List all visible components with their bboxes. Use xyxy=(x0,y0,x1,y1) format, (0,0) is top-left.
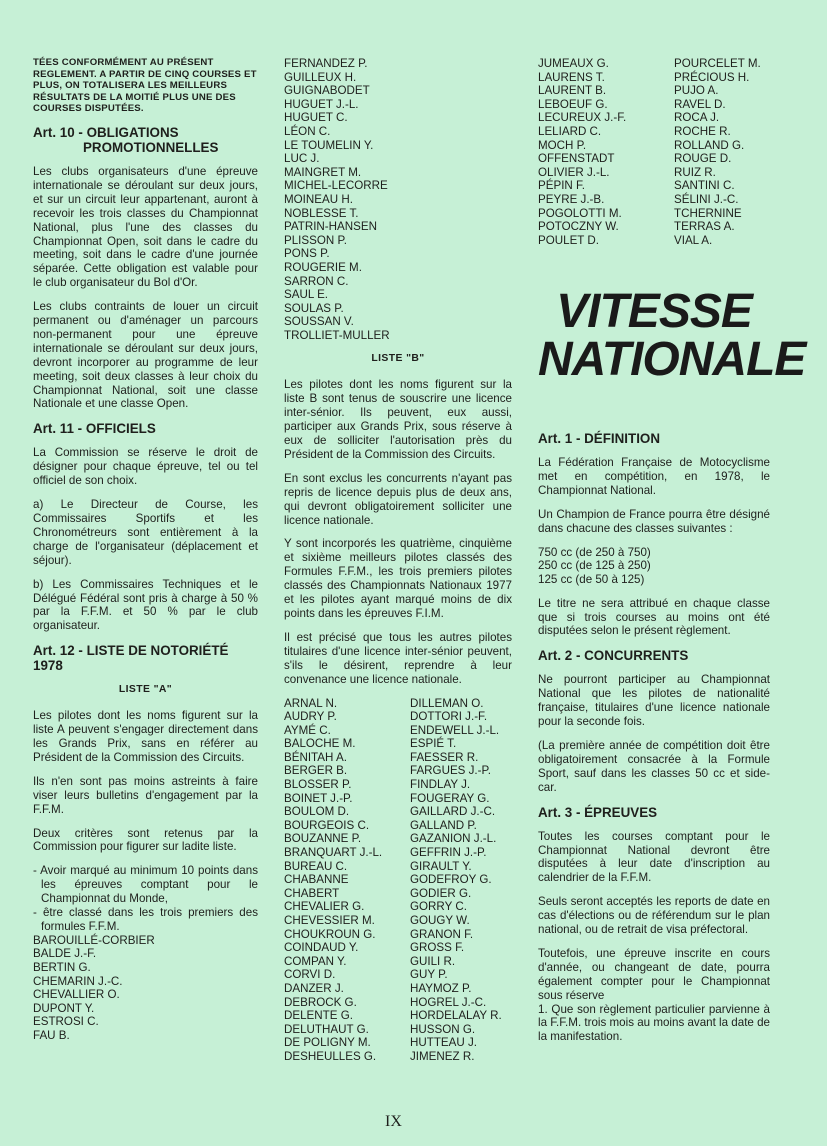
pilot-name: DEBROCK G. xyxy=(284,995,357,1009)
liste-b-paragraph-2: En sont exclus les concurrents n'ayant pas repris de licence depuis plus de deux ans, qui devront obligatoirement solliciter une licence nationale. xyxy=(284,471,512,527)
pilot-name: LÉON C. xyxy=(284,124,331,138)
pilot-name: DELENTE G. xyxy=(284,1009,353,1023)
vn-art2-paragraph-2: (La première année de compétition doit être obligatoirement consacrée à la Formule Sport, sauf dans les classes 50 cc et side-car. xyxy=(538,738,770,794)
column-right xyxy=(538,57,806,1054)
pilot-name: ROCHE R. xyxy=(674,124,731,138)
intro-caps-text: TÉES CONFORMÉMENT AU PRÉSENT REGLEMENT. A PARTIR DE CINQ COURSES ET PLUS, ON TOTALISERA LES MEILLEURS RÉSULTATS DE LA MOITIÉ PLUS UNE DES COURSES DISPUTÉES. xyxy=(33,57,257,115)
pilot-name: POGOLOTTI M. xyxy=(538,206,622,220)
pilot-name: NOBLESSE T. xyxy=(284,206,359,220)
art10-title-line2: PROMOTIONNELLES xyxy=(83,139,219,155)
pilot-name: FARGUES J.-P. xyxy=(410,764,491,778)
pilot-name: GODIER G. xyxy=(410,886,472,900)
pilot-name: CHABANNE xyxy=(284,873,349,887)
pilot-name: OLIVIER J.-L. xyxy=(538,165,610,179)
pilot-name: BAROUILLÉ-CORBIER xyxy=(33,933,155,947)
pilot-name: PÉPIN F. xyxy=(538,179,586,193)
pilot-name: BOURGEOIS C. xyxy=(284,818,370,832)
pilot-name: BALOCHE M. xyxy=(284,737,356,751)
pilot-name: BÉNITAH A. xyxy=(284,750,347,764)
art12-paragraph-2: Ils n'en sont pas moins astreints à faire viser leurs bulletins d'engagement par la F.F.M. xyxy=(33,774,258,816)
pilot-name: MAINGRET M. xyxy=(284,165,362,179)
pilot-name: MOINEAU H. xyxy=(284,192,353,206)
art12-paragraph-1: Les pilotes dont les noms figurent sur la liste A peuvent s'engager directement dans les Grands Prix, sans en référer au Président de la Commission des Circuits. xyxy=(33,709,258,764)
pilot-name: GUIGNABODET xyxy=(284,84,370,98)
liste-b-paragraph-1: Les pilotes dont les noms figurent sur la liste B sont tenus de souscrire une licence inter-sénior. Ils peuvent, eux aussi, participer aux Grands Prix, sous réserve à eux de solliciter l'autorisation près du Président de la Commission des Circuits. xyxy=(284,378,512,461)
pilot-name: ROLLAND G. xyxy=(674,138,745,152)
page-number: IX xyxy=(385,1113,402,1130)
pilot-name: LELIARD C. xyxy=(538,124,602,138)
vn-art1-paragraph-1: La Fédération Française de Motocyclisme met en compétition, en 1978, le Championnat National. xyxy=(538,456,770,498)
pilot-name: GUILI R. xyxy=(410,954,456,968)
pilot-name: LAURENS T. xyxy=(538,70,605,84)
liste-a-names-continued xyxy=(284,57,512,342)
pilot-name: FERNANDEZ P. xyxy=(284,57,368,70)
column-middle xyxy=(284,57,512,1064)
pilot-name: POULET D. xyxy=(538,233,599,247)
liste-b-names-left xyxy=(284,697,410,1064)
pilot-name: JIMENEZ R. xyxy=(410,1049,475,1063)
vn-art3-paragraph-3: Toutefois, une épreuve inscrite en cours d'année, ou changeant de date, pourra également compter pour le Championnat sous réserve xyxy=(538,946,770,1002)
liste-b-names-continued-right xyxy=(674,57,770,247)
class-item: 250 cc (de 125 à 250) xyxy=(538,559,651,573)
vn-art1-paragraph-3: Le titre ne sera attribué en chaque classe que si trois courses au moins ont été disputées selon le présent règlement. xyxy=(538,596,770,638)
pilot-name: AUDRY P. xyxy=(284,710,337,724)
headline-line-1: VITESSE xyxy=(556,285,752,338)
art10-title: Art. 10 - OBLIGATIONS xyxy=(33,124,179,140)
vn-art1-paragraph-2: Un Champion de France pourra être désigné dans chacune des classes suivantes : xyxy=(538,508,770,535)
pilot-name: GIRAULT Y. xyxy=(410,859,472,873)
liste-b-paragraph-3: Y sont incorporés les quatrième, cinquième et sixième meilleurs pilotes classés des Formules F.F.M., les trois premiers pilotes classés des Championnats Nationaux 1977 et les pilotes ayant marqué moins de dix points dans les épreuves F.I.M. xyxy=(284,537,512,620)
pilot-name: CHOUKROUN G. xyxy=(284,927,376,941)
pilot-name: RAVEL D. xyxy=(674,97,726,111)
vn-art1-heading: Art. 1 - DÉFINITION xyxy=(538,431,661,447)
vn-art3-paragraph-4: 1. Que son règlement particulier parvienne à la F.F.M. trois mois au moins avant la date de la manifestation. xyxy=(538,1002,770,1044)
pilot-name: GEFFRIN J.-P. xyxy=(410,846,487,860)
pilot-name: DUPONT Y. xyxy=(33,1001,95,1015)
pilot-name: CORVI D. xyxy=(284,968,336,982)
pilot-name: BRANQUART J.-L. xyxy=(284,846,383,860)
art12-heading: Art. 12 - LISTE DE NOTORIÉTÉ 1978 xyxy=(33,643,229,674)
pilot-name: ESTROSI C. xyxy=(33,1015,99,1029)
pilot-name: BOINET J.-P. xyxy=(284,791,353,805)
pilot-name: PATRIN-HANSEN xyxy=(284,220,377,234)
pilot-name: PONS P. xyxy=(284,247,330,261)
pilot-name: BLOSSER P. xyxy=(284,778,352,792)
pilot-name: RUIZ R. xyxy=(674,165,716,179)
pilot-name: DESHEULLES G. xyxy=(284,1049,377,1063)
pilot-name: BOULOM D. xyxy=(284,805,350,819)
pilot-name: FOUGERAY G. xyxy=(410,791,490,805)
pilot-name: FINDLAY J. xyxy=(410,778,471,792)
pilot-name: OFFENSTADT xyxy=(538,152,615,166)
liste-b-names-right xyxy=(410,697,512,1064)
class-item: 125 cc (de 50 à 125) xyxy=(538,573,645,587)
pilot-name: SARRON C. xyxy=(284,274,349,288)
pilot-name: GAILLARD J.-C. xyxy=(410,805,496,819)
class-list xyxy=(538,546,770,587)
pilot-name: CHABERT xyxy=(284,886,340,900)
pilot-name: GORRY C. xyxy=(410,900,467,914)
pilot-name: GAZANION J.-L. xyxy=(410,832,497,846)
pilot-name: SOULAS P. xyxy=(284,301,344,315)
pilot-name: LE TOUMELIN Y. xyxy=(284,138,374,152)
pilot-name: CHEVALIER G. xyxy=(284,900,365,914)
pilot-name: POTOCZNY W. xyxy=(538,220,619,234)
vn-art2-heading: Art. 2 - CONCURRENTS xyxy=(538,648,689,664)
art11-paragraph-3: b) Les Commissaires Techniques et le Délégué Fédéral sont pris à charge à 50 % par la F.F.M. et 50 % par le club organisateur. xyxy=(33,577,258,633)
pilot-name: FAESSER R. xyxy=(410,750,479,764)
pilot-name: PUJO A. xyxy=(674,84,719,98)
vn-art2-paragraph-1: Ne pourront participer au Championnat National que les pilotes de nationalité française, titulaires d'une licence nationale pour la seconde fois. xyxy=(538,673,770,729)
art11-paragraph-2: a) Le Directeur de Course, les Commissaires Sportifs et les Chronométreurs sont entièrement à la charge de l'organisateur (déplacement et séjour). xyxy=(33,498,258,567)
criteria-bullet-2: - être classé dans les trois premiers des formules F.F.M. xyxy=(33,906,258,933)
art11-heading: Art. 11 - OFFICIELS xyxy=(33,421,156,437)
liste-a-names xyxy=(33,934,258,1043)
pilot-name: VIAL A. xyxy=(674,233,713,247)
pilot-name: DELUTHAUT G. xyxy=(284,1022,369,1036)
pilot-name: SANTINI C. xyxy=(674,179,735,193)
pilot-name: GODEFROY G. xyxy=(410,873,492,887)
pilot-name: COINDAUD Y. xyxy=(284,941,359,955)
headline-line-2: NATIONALE xyxy=(538,333,806,386)
pilot-name: LUC J. xyxy=(284,152,320,166)
pilot-name: GROSS F. xyxy=(410,941,465,955)
pilot-name: HUGUET J.-L. xyxy=(284,97,359,111)
pilot-name: PRÉCIOUS H. xyxy=(674,70,750,84)
pilot-name: ENDEWELL J.-L. xyxy=(410,723,500,737)
section-headline xyxy=(538,285,806,386)
pilot-name: BERTIN G. xyxy=(33,961,91,975)
pilot-name: ESPIÉ T. xyxy=(410,737,457,751)
pilot-name: GUILLEUX H. xyxy=(284,70,357,84)
pilot-name: BALDE J.-F. xyxy=(33,947,97,961)
pilot-name: PLISSON P. xyxy=(284,233,347,247)
pilot-name: ROUGERIE M. xyxy=(284,260,362,274)
art10-heading xyxy=(33,125,258,155)
class-item: 750 cc (de 250 à 750) xyxy=(538,545,651,559)
pilot-name: TCHERNINE xyxy=(674,206,742,220)
art10-paragraph-2: Les clubs contraints de louer un circuit permanent ou d'aménager un parcours non-permanent pour une épreuve internationale se déroulant sur deux jours, devront incorporer au programme de leur meeting, soit deux classes à leur choix du Championnat National, soit une classe Nationale et une classe Open. xyxy=(33,300,258,411)
pilot-name: BUREAU C. xyxy=(284,859,348,873)
pilot-name: SOUSSAN V. xyxy=(284,315,354,329)
pilot-name: SÉLINI J.-C. xyxy=(674,192,739,206)
pilot-name: BERGER B. xyxy=(284,764,348,778)
pilot-name: CHEVALLIER O. xyxy=(33,988,120,1002)
pilot-name: ARNAL N. xyxy=(284,696,338,710)
pilot-name: MOCH P. xyxy=(538,138,587,152)
pilot-name: LEBOEUF G. xyxy=(538,97,608,111)
pilot-name: CHEMARIN J.-C. xyxy=(33,974,123,988)
liste-b-names-grid-continued xyxy=(538,57,770,247)
art12-paragraph-3: Deux critères sont retenus par la Commission pour figurer sur ladite liste. xyxy=(33,826,258,854)
art11-paragraph-1: La Commission se réserve le droit de désigner pour chaque épreuve, tel ou tel officiel de son choix. xyxy=(33,446,258,488)
pilot-name: ROUGE D. xyxy=(674,152,732,166)
liste-a-heading: LISTE "A" xyxy=(118,684,173,696)
liste-b-paragraph-4: Il est précisé que tous les autres pilotes titulaires d'une licence inter-sénior peuvent, s'ils le désirent, reprendre à leur convenance une licence nationale. xyxy=(284,630,512,686)
pilot-name: GUY P. xyxy=(410,968,448,982)
pilot-name: MICHEL-LECORRE xyxy=(284,179,388,193)
criteria-bullet-1: - Avoir marqué au minimum 10 points dans les épreuves comptant pour le Championnat du Monde, xyxy=(33,864,258,906)
pilot-name: CHEVESSIER M. xyxy=(284,914,375,927)
pilot-name: TROLLIET-MULLER xyxy=(284,328,390,342)
pilot-name: ROCA J. xyxy=(674,111,720,125)
pilot-name: AYMÉ C. xyxy=(284,723,331,737)
pilot-name: DOTTORI J.-F. xyxy=(410,710,488,724)
liste-b-names-grid xyxy=(284,697,512,1064)
pilot-name: PEYRE J.-B. xyxy=(538,192,605,206)
vn-art3-paragraph-2: Seuls seront acceptés les reports de date en cas d'élections ou de référendum sur le plan national, ou de retrait de visa préfectoral. xyxy=(538,895,770,937)
pilot-name: LECUREUX J.-F. xyxy=(538,111,627,125)
pilot-name: FAU B. xyxy=(33,1029,70,1042)
vn-art3-paragraph-1: Toutes les courses comptant pour le Championnat National devront être disputées à leur date d'inscription au calendrier de la F.F.M. xyxy=(538,829,770,885)
pilot-name: HUSSON G. xyxy=(410,1022,476,1036)
pilot-name: HOGREL J.-C. xyxy=(410,995,487,1009)
pilot-name: GRANON F. xyxy=(410,927,474,941)
pilot-name: DE POLIGNY M. xyxy=(284,1036,371,1050)
pilot-name: SAUL E. xyxy=(284,288,329,302)
pilot-name: HUGUET C. xyxy=(284,111,348,125)
liste-b-heading: LISTE "B" xyxy=(371,353,425,365)
column-left xyxy=(33,57,258,1043)
pilot-name: TERRAS A. xyxy=(674,220,735,234)
art10-paragraph-1: Les clubs organisateurs d'une épreuve internationale se déroulant sur deux jours, et sur un circuit leur appartenant, auront à recevoir les trois classes du Championnat National, plus l'une des classes du Championnat Open, soit dans le cadre du meeting, soit dans le cadre d'une journée séparée. Cette obligation est valable pour le club organisateur du Bol d'Or. xyxy=(33,164,258,290)
pilot-name: HAYMOZ P. xyxy=(410,981,472,995)
pilot-name: DANZER J. xyxy=(284,981,344,995)
pilot-name: LAURENT B. xyxy=(538,84,607,98)
pilot-name: BOUZANNE P. xyxy=(284,832,362,846)
pilot-name: HORDELALAY R. xyxy=(410,1009,502,1023)
pilot-name: GALLAND P. xyxy=(410,818,477,832)
vn-art3-heading: Art. 3 - ÉPREUVES xyxy=(538,804,658,820)
pilot-name: COMPAN Y. xyxy=(284,954,347,968)
pilot-name: POURCELET M. xyxy=(674,57,761,70)
liste-b-names-continued-left xyxy=(538,57,674,247)
pilot-name: HUTTEAU J. xyxy=(410,1036,477,1050)
pilot-name: JUMEAUX G. xyxy=(538,57,609,70)
pilot-name: GOUGY W. xyxy=(410,914,470,927)
pilot-name: DILLEMAN O. xyxy=(410,696,484,710)
